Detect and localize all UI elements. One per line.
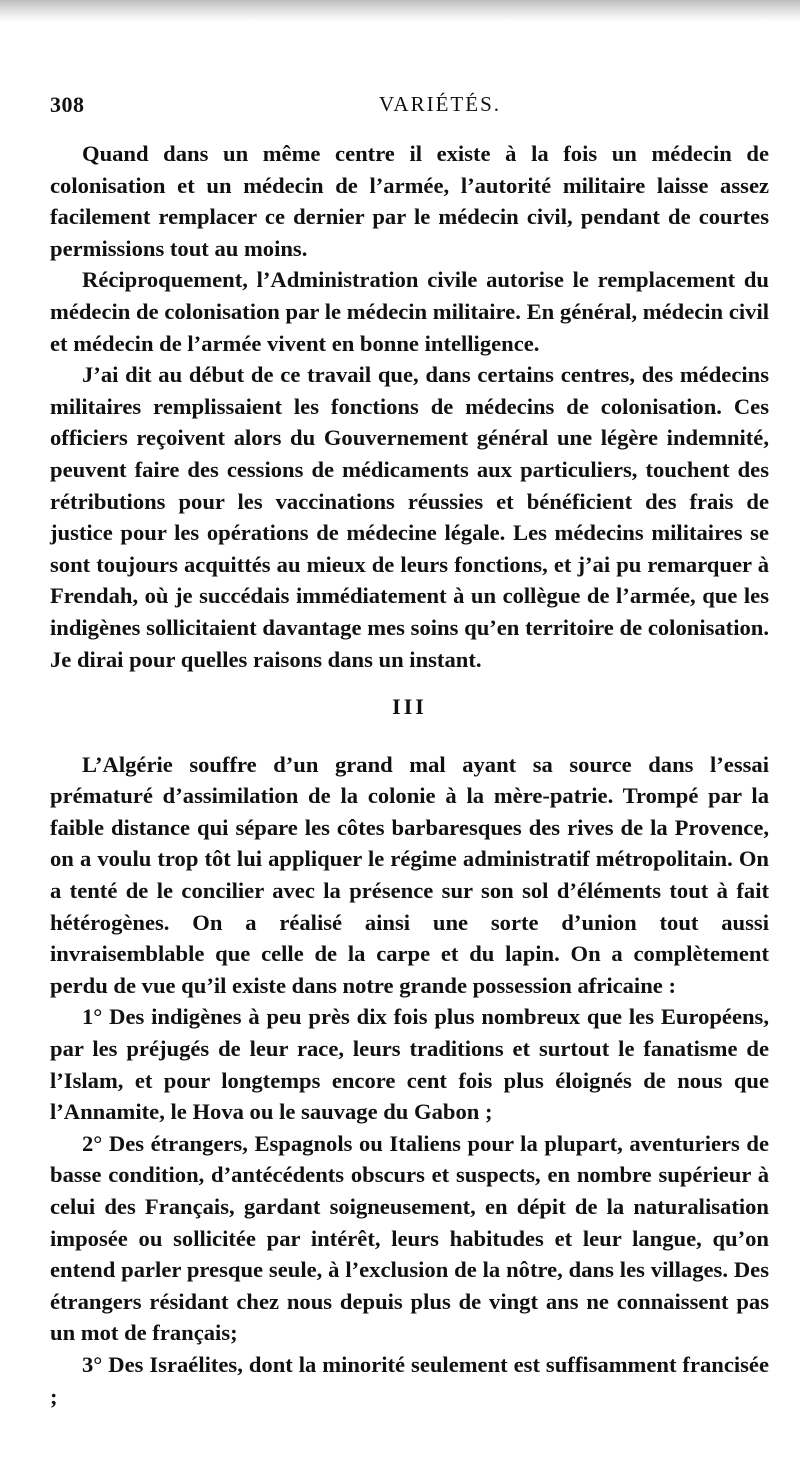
page-header	[50, 92, 770, 124]
page-number: 308	[50, 92, 85, 117]
paragraph-4: L’Algérie souffre d’un grand mal ayant sa source dans l’essai prématuré d’assimilation de la colonie à la mère-patrie. Trompé par la faible distance qui sépare les côtes barbaresques des rives de la Provence, on a voulu trop tôt lui appliquer le régime administratif métropolitain. On a tenté de le concilier avec la présence sur son sol d’éléments tout à fait hétérogènes. On a réalisé ainsi une sorte d’union tout aussi invraisemblable que celle de la carpe et du lapin. On a complètement perdu de vue qu’il existe dans notre grande possession africaine :	[50, 751, 769, 998]
list-item-2: 2° Des étrangers, Espagnols ou Italiens pour la plupart, aventuriers de basse condition, d’antécédents obscurs et suspects, en nombre supérieur à celui des Français, gardant soigneusement, en dépit de la naturalisation imposée ou sollicitée par intérêt, leurs habitudes et leur langue, qu’on entend parler presque seule, à l’exclusion de la nôtre, dans les villages. Des étrangers résidant chez nous depuis plus de vingt ans ne connaissent pas un mot de français;	[50, 1130, 769, 1346]
running-head: VARIÉTÉS.	[378, 92, 502, 116]
paragraph-1: Quand dans un même centre il existe à la fois un médecin de colonisation et un médecin de l’armée, l’autorité militaire laisse assez facilement remplacer ce dernier par le médecin civil, pendant de courtes permissions tout au moins.	[50, 141, 769, 261]
list-item-3: 3° Des Israélites, dont la minorité seulement est suffisamment francisée ;	[50, 1351, 769, 1409]
body-text	[50, 138, 769, 1412]
paragraph-3: J’ai dit au début de ce travail que, dans certains centres, des médecins militaires remplissaient les fonctions de médecins de colonisation. Ces officiers reçoivent alors du Gouvernement général une légère indemnité, peuvent faire des cessions de médicaments aux particuliers, touchent des rétributions pour les vaccinations réussies et bénéficient des frais de justice pour les opérations de médecine légale. Les médecins militaires se sont toujours acquittés au mieux de leurs fonctions, et j’ai pu remarquer à Frendah, où je succédais immédiatement à un collègue de l’armée, que les indigènes sollicitaient davantage mes soins qu’en territoire de colonisation. Je dirai pour quelles raisons dans un instant.	[50, 362, 769, 672]
paragraph-2: Réciproquement, l’Administration civile autorise le remplacement du médecin de colonisation par le médecin militaire. En général, médecin civil et médecin de l’armée vivent en bonne intelligence.	[50, 267, 769, 356]
list-item-1: 1° Des indigènes à peu près dix fois plus nombreux que les Européens, par les préjugés de leur race, leurs traditions et surtout le fanatisme de l’Islam, et pour longtemps encore cent fois plus éloignés de nous que l’Annamite, le Hova ou le sauvage du Gabon ;	[50, 1004, 769, 1125]
section-heading: III	[392, 694, 427, 720]
